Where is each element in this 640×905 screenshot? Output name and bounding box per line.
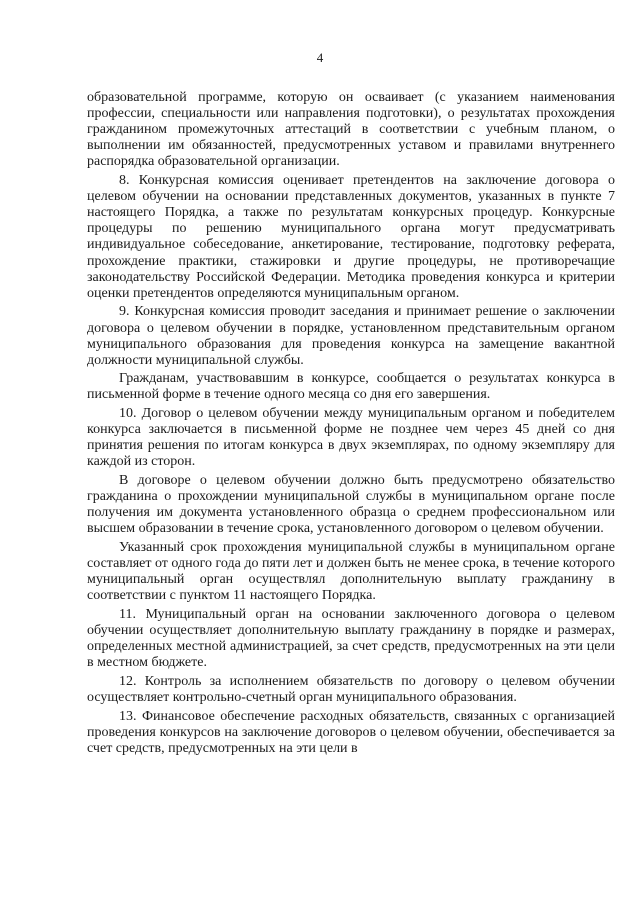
paragraph-service-obligation: В договоре о целевом обучении должно быть предусмотрено обязательство гражданина о прохождении муниципальной службы в муниципальном органе после получения им документа установленного образца о среднем профессиональном или высшем образовании в течение срока, установленного договором о целевом обучении. <box>87 473 615 537</box>
paragraph-item-12: 12. Контроль за исполнением обязательств по договору о целевом обучении осуществляет контрольно-счетный орган муниципального образования. <box>87 674 615 706</box>
paragraph-results-notice: Гражданам, участвовавшим в конкурсе, сообщается о результатах конкурса в письменной форме в течение одного месяца со дня его завершения. <box>87 371 615 403</box>
paragraph-item-8: 8. Конкурсная комиссия оценивает претендентов на заключение договора о целевом обучении на основании представленных документов, указанных в пункте 7 настоящего Порядка, а также по результатам конкурсных процедур. Конкурсные процедуры по решению муниципального органа могут предусматривать индивидуальное собеседование, анкетирование, тестирование, подготовку реферата, прохождение практики, стажировки и другие процедуры, не противоречащие законодательству Российской Федерации. Методика проведения конкурса и критерии оценки претендентов определяются муниципальным органом. <box>87 173 615 301</box>
document-body <box>87 90 615 757</box>
paragraph-item-10: 10. Договор о целевом обучении между муниципальным органом и победителем конкурса заключается в письменной форме не позднее чем через 45 дней со дня принятия решения по итогам конкурса в двух экземплярах, по одному экземпляру для каждой из сторон. <box>87 406 615 470</box>
paragraph-service-term: Указанный срок прохождения муниципальной службы в муниципальном органе составляет от одного года до пяти лет и должен быть не менее срока, в течение которого муниципальный орган осуществлял дополнительную выплату гражданину в соответствии с пунктом 11 настоящего Порядка. <box>87 540 615 604</box>
paragraph-item-11: 11. Муниципальный орган на основании заключенного договора о целевом обучении осуществляет дополнительную выплату гражданину в порядке и размерах, определенных местной администрацией, за счет средств, предусмотренных на эти цели в местном бюджете. <box>87 607 615 671</box>
page-number: 4 <box>316 50 324 65</box>
paragraph-item-9: 9. Конкурсная комиссия проводит заседания и принимает решение о заключении договора о целевом обучении в порядке, установленном представительным органом муниципального образования для проведения конкурса на замещение вакантной должности муниципальной службы. <box>87 304 615 368</box>
paragraph-item-13: 13. Финансовое обеспечение расходных обязательств, связанных с организацией проведения конкурсов на заключение договоров о целевом обучении, обеспечивается за счет средств, предусмотренных на эти цели в <box>87 708 615 756</box>
paragraph-continuation: образовательной программе, которую он осваивает (с указанием наименования профессии, специальности или направления подготовки), о результатах прохождения гражданином промежуточных аттестаций в соответствии с учебным планом, о выполнении им обязанностей, предусмотренных уставом и правилами внутреннего распорядка образовательной организации. <box>87 90 615 170</box>
